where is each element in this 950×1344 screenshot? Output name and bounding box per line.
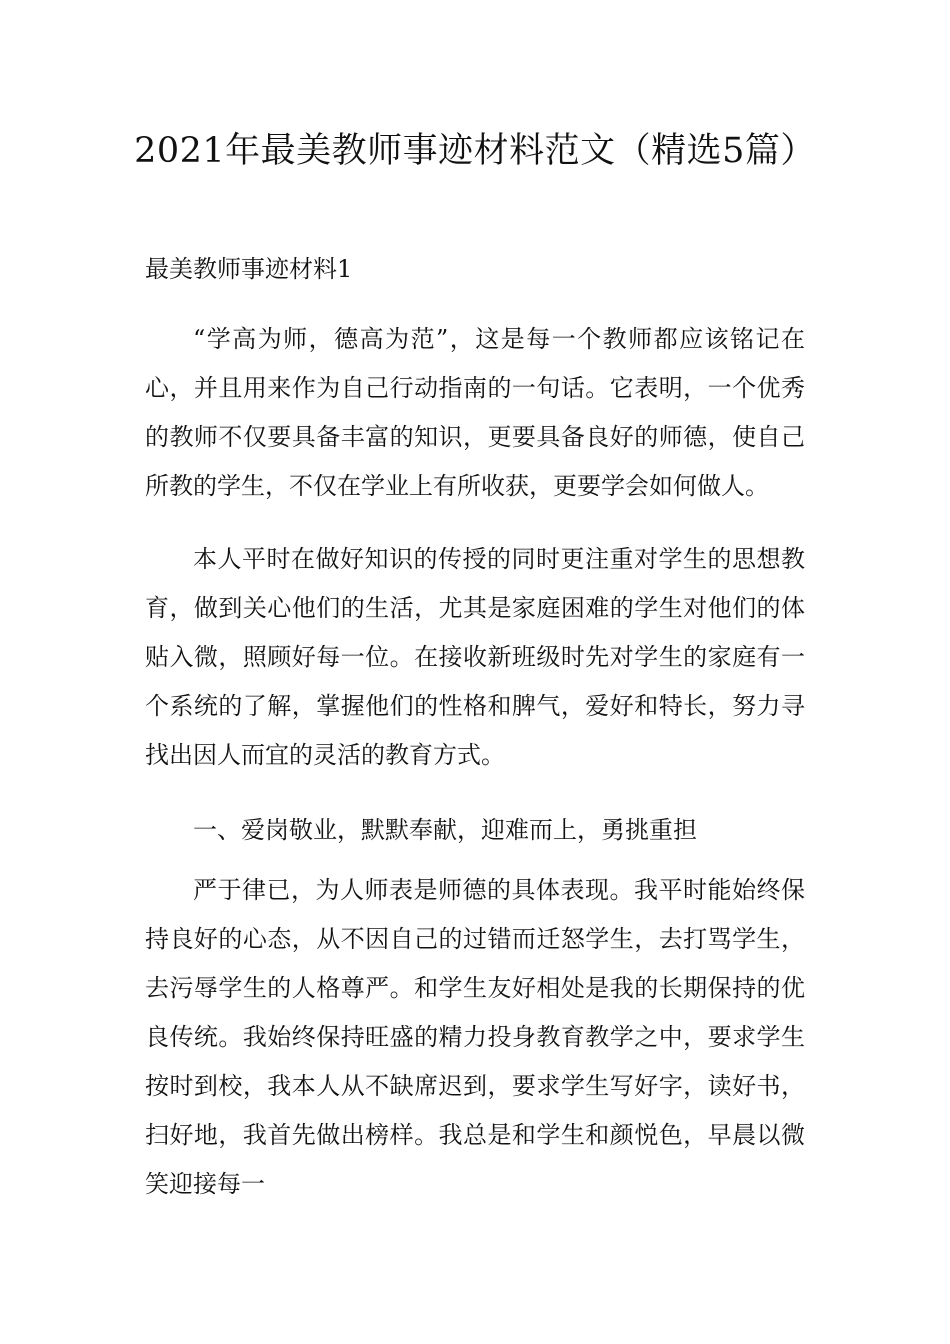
paragraph-3: 严于律已，为人师表是师德的具体表现。我平时能始终保持良好的心态，从不因自己的过错而迁怒学生，去打骂学生，去污辱学生的人格尊严。和学生友好相处是我的长期保持的优良传统。我始终保持旺盛的精力投身教育教学之中，要求学生按时到校，我本人从不缺席迟到，要求学生写好字，读好书，扫好地，我首先做出榜样。我总是和学生和颜悦色，早晨以微笑迎接每一 [145,876,805,1198]
document-title: 2021年最美教师事迹材料范文（精选5篇） [134,131,816,171]
section-heading: 最美教师事迹材料1 [145,255,353,283]
paragraph-1: “学高为师，德高为范”，这是每一个教师都应该铭记在心，并且用来作为自己行动指南的一句话。它表明，一个优秀的教师不仅要具备丰富的知识，更要具备良好的师德，使自己所教的学生，不仅在学业上有所收获，更要学会如何做人。 [145,325,805,500]
paragraph-2: 本人平时在做好知识的传授的同时更注重对学生的思想教育，做到关心他们的生活，尤其是家庭困难的学生对他们的体贴入微，照顾好每一位。在接收新班级时先对学生的家庭有一个系统的了解，掌握他们的性格和脾气，爱好和特长，努力寻找出因人而宜的灵活的教育方式。 [145,545,805,769]
subheading-paragraph: 一、爱岗敬业，默默奉献，迎难而上，勇挑重担 [193,816,697,844]
